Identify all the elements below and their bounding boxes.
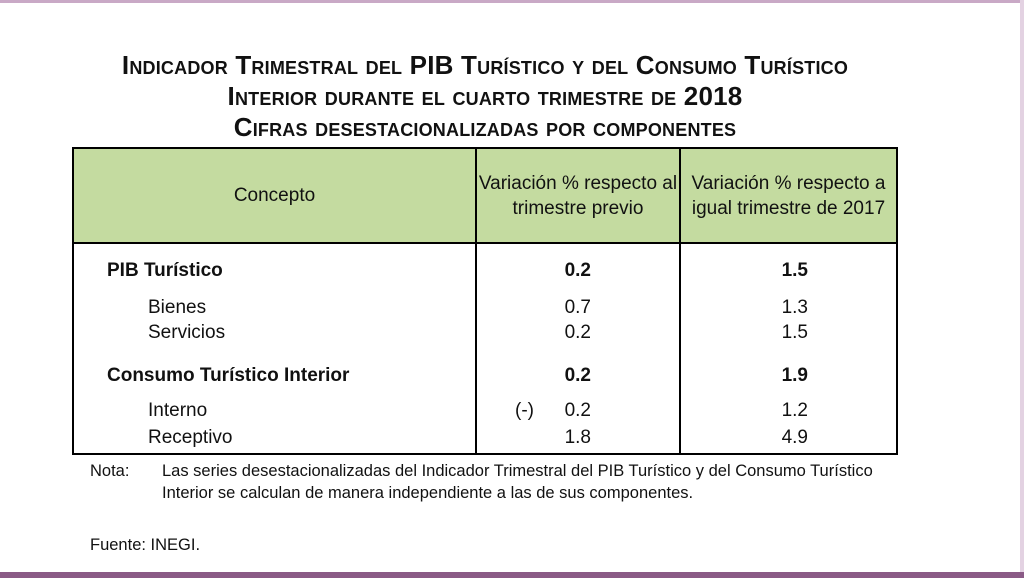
- value-anual: 1.2: [781, 400, 808, 421]
- title-line-1: Indicador Trimestral del PIB Turístico y del Consumo Turístico: [121, 50, 849, 80]
- value-trimestre-previo: 1.8: [564, 427, 591, 448]
- value-trimestre-previo: 0.7: [564, 297, 591, 318]
- table-row: [74, 320, 896, 346]
- value-anual: 1.5: [781, 322, 808, 343]
- row-label: PIB Turístico: [107, 260, 223, 281]
- row-label: Bienes: [148, 297, 207, 318]
- note-text: Las series desestacionalizadas del Indicador Trimestral del PIB Turístico y del Consumo Turístico Interior se calculan de manera independiente a las de sus componentes.: [162, 462, 873, 502]
- header-concepto: Concepto: [233, 185, 316, 206]
- negative-prefix: (-): [515, 400, 534, 421]
- table-row: [74, 258, 896, 284]
- title-line-2: Interior durante el cuarto trimestre de 2018: [227, 81, 743, 111]
- row-label: Receptivo: [148, 427, 233, 448]
- header-variacion-trimestre-previo: Variación % respecto al trimestre previo: [478, 172, 678, 219]
- table-row: [74, 295, 896, 321]
- value-anual: 1.5: [781, 260, 808, 281]
- value-anual: 1.3: [781, 297, 808, 318]
- table-row: [74, 398, 896, 424]
- bottom-border: [0, 572, 1024, 578]
- row-label: Interno: [148, 400, 208, 421]
- top-border: [0, 0, 1024, 3]
- value-anual: 1.9: [781, 365, 808, 386]
- value-trimestre-previo: 0.2: [564, 365, 591, 386]
- value-anual: 4.9: [781, 427, 808, 448]
- note-label: Nota:: [90, 462, 130, 480]
- title-line-3: Cifras desestacionalizadas por componentes: [233, 112, 737, 142]
- table-row: [74, 425, 896, 451]
- header-variacion-anual: Variación % respecto a igual trimestre de 2017: [691, 172, 886, 219]
- value-trimestre-previo: 0.2: [564, 260, 591, 281]
- source-line: Fuente: INEGI.: [90, 536, 201, 554]
- table-row: [74, 363, 896, 389]
- row-label: Consumo Turístico Interior: [107, 365, 350, 386]
- right-border: [1020, 0, 1024, 578]
- data-table: [72, 147, 898, 455]
- row-label: Servicios: [148, 322, 226, 343]
- value-trimestre-previo: 0.2: [564, 400, 591, 421]
- value-trimestre-previo: 0.2: [564, 322, 591, 343]
- document-title: [30, 50, 940, 143]
- table-header-row: [74, 149, 896, 244]
